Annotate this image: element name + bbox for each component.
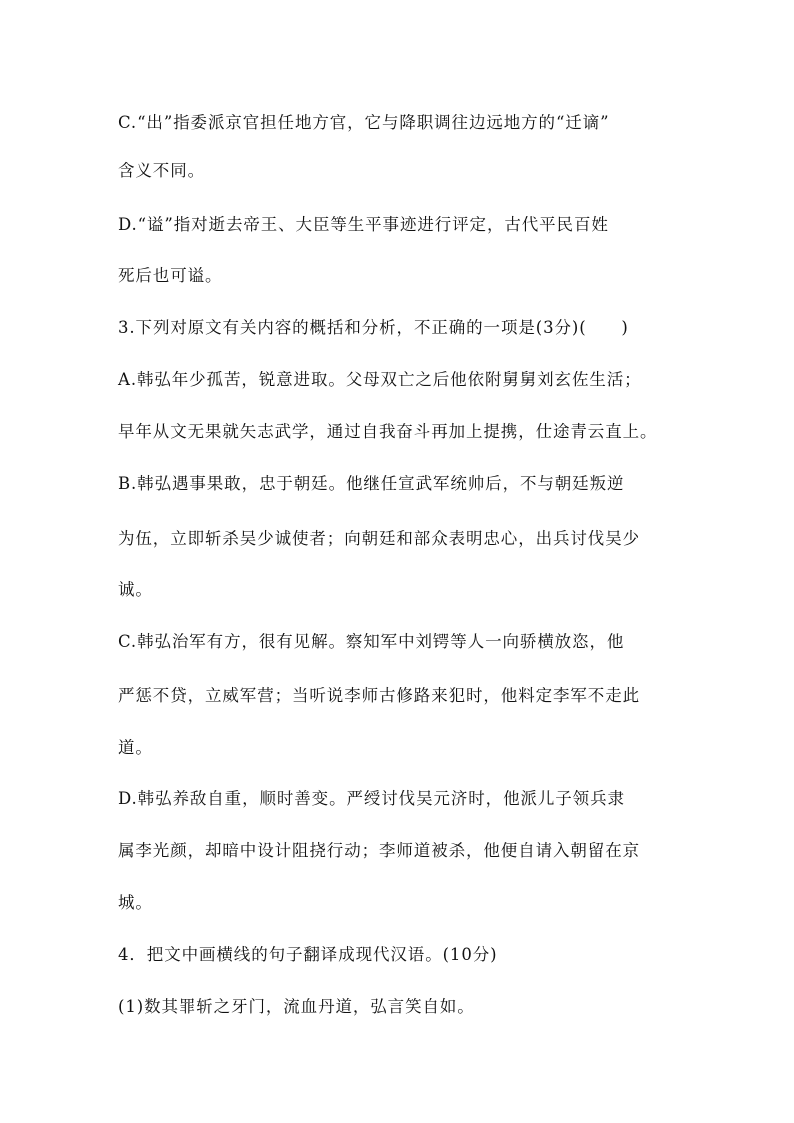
question-4-line: 4．把文中画横线的句子翻译成现代汉语。(10分) [118, 945, 498, 964]
option-d-line-1: D.“谥”指对逝去帝王、大臣等生平事迹进行评定，古代平民百姓 [118, 215, 609, 234]
answer-d-line-2: 属李光颜，却暗中设计阻挠行动；李师道被杀，他便自请入朝留在京 [118, 841, 640, 860]
option-d-line-2: 死后也可谥。 [118, 266, 223, 285]
answer-d-line-1: D.韩弘养敌自重，顺时善变。严绶讨伐吴元济时，他派儿子领兵隶 [118, 789, 625, 808]
answer-a-line-1: A.韩弘年少孤苦，锐意进取。父母双亡之后他依附舅舅刘玄佐生活； [118, 370, 642, 389]
answer-b-line-1: B.韩弘遇事果敢，忠于朝廷。他继任宣武军统帅后，不与朝廷叛逆 [118, 474, 625, 493]
translation-item-1: (1)数其罪斩之牙门，流血丹道，弘言笑自如。 [118, 997, 475, 1016]
answer-c-line-2: 严惩不贷，立威军营；当听说李师古修路来犯时，他料定李军不走此 [118, 686, 640, 705]
option-c-line-2: 含义不同。 [118, 161, 205, 180]
option-c-line-1: C.“出”指委派京官担任地方官，它与降职调往边远地方的“迁谪” [118, 113, 610, 132]
answer-a-line-2: 早年从文无果就矢志武学，通过自我奋斗再加上提携，仕途青云直上。 [118, 422, 658, 441]
answer-c-line-3: 道。 [118, 738, 153, 757]
answer-b-line-2: 为伍，立即斩杀吴少诚使者；向朝廷和部众表明忠心，出兵讨伐吴少 [118, 529, 640, 548]
answer-c-line-1: C.韩弘治军有方，很有见解。察知军中刘锷等人一向骄横放恣，他 [118, 632, 625, 651]
question-3-line: 3.下列对原文有关内容的概括和分析，不正确的一项是(3分)( ) [118, 318, 629, 337]
answer-d-line-3: 城。 [118, 893, 153, 912]
answer-b-line-3: 诚。 [118, 580, 153, 599]
